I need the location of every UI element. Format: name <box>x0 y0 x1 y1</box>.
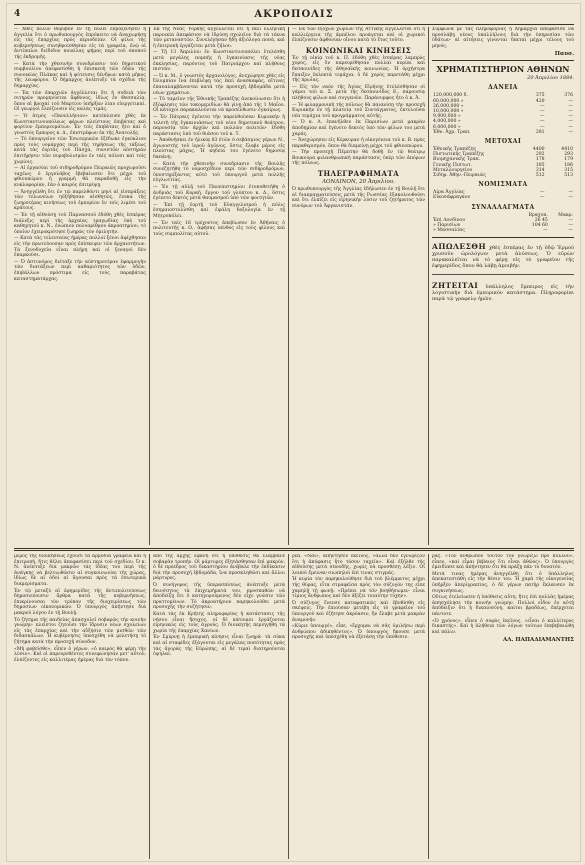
price-sell: 293 <box>564 152 573 158</box>
feuilleton-paragraph: «Κύριε ὑπουργέ», εἶπε, «ἔρχομαι νὰ σᾶς ὁμιλήσω περὶ ἀνθρώπου ἀδικηθέντος». Ὁ ὑπουργὸς ἤκουσε μετὰ προσοχῆς καὶ ὑπεσχέθη νὰ ἐξετάσῃ τὴν ὑπόθεσιν. <box>292 624 425 641</box>
price-buy: 281 <box>535 129 545 135</box>
price-sell: 315 <box>564 167 573 173</box>
stock-exchange-date: 20 Ἀπριλίου 1884. <box>527 75 574 82</box>
feuilleton-paragraph: Ἐν Σμύρνῃ ἡ ἐμπορικὴ κίνησις εἶναι ζωηρά· τὰ σῦκα καὶ αἱ σταφίδες ἐξάγονται εἰς μεγάλας ποσότητας πρὸς τὰς ἀγορὰς τῆς Εὐρώπης, αἱ δὲ τιμαὶ διατηροῦνται ὑψηλαί. <box>153 635 285 658</box>
row-label: 60,000,000 » <box>433 98 464 104</box>
news-paragraph: — Τῇ 13 Ἀπριλίου ἐν Κωνσταντινουπόλει ἐτελέσθη μετὰ μεγάλης πομπῆς ἡ ἐγκαινίασις τῆς νέας ἐκκλησίας, παρόντος τοῦ Πατριάρχου καὶ πλήθους πιστῶν. <box>153 50 285 73</box>
coins-table <box>432 190 574 200</box>
exchange-header-short: Βραχυπ. <box>528 212 548 218</box>
row-label: 9,000,000 » <box>433 114 461 120</box>
row-label: Ἐθνικῆς Τραπέζης <box>433 147 477 152</box>
feuilleton-paragraph: ρέα. «Ναί», ἀπήντησεν ἐκεῖνος, «ἀλλὰ δὲν ἐγνώριζον ὅτι ἡ ἀπόφασις ἦτο τόσον ταχεῖα». Καὶ ἐξῆλθε τῆς αἰθούσης μετὰ σπουδῆς, χωρὶς νὰ προσθέσῃ λέξιν. Οἱ λοιποὶ ἔμειναν σιωπηλοὶ ἐπί τινας στιγμάς. <box>292 554 425 576</box>
row-label: » Παρισίων <box>433 223 461 229</box>
price-buy: 512 <box>535 173 545 179</box>
loans-table <box>432 93 574 135</box>
social-paragraph: — Ἀνεχώρησεν εἰς Κέρκυραν ἡ οἰκογένεια τοῦ κ. Β. πρὸς παραθερισμόν, ὅπου θὰ διαμείνῃ μέχρι τοῦ φθινοπώρου. <box>292 138 425 149</box>
feuilleton-paragraph: Ὁ σύζυγος ἔνευσε καταφατικῶς καὶ ἐβυθίσθη εἰς σκέψεις. Τὴν ἐπιοῦσαν μετέβη εἰς τὸ γραφεῖον τοῦ ὑπουργοῦ καὶ ἐζήτησε ἀκρόασιν, ἣν ἔλαβε μετὰ μακρὰν ἀναμονήν. <box>292 600 425 623</box>
news-paragraph: — Ἀποθνήσκει ἐν ἡλικίᾳ 83 ἐτῶν ὁ σεβάσμιος γέρων Ν., ἀγωνιστὴς τοῦ ἱεροῦ ἀγῶνος, ὅστις ἔλαβε μέρος εἰς πλείστας μάχας. Ἡ κηδεία του ἐγένετο δημοσίᾳ δαπάνῃ. <box>153 138 285 161</box>
stock-exchange-box <box>432 60 574 238</box>
feuilleton-paragraph: Ἡ κυρία τὸν παρηκολούθησε διὰ τοῦ βλέμματος μέχρι τῆς θύρας, εἶτα στραφεῖσα πρὸς τὸν σύζυγόν της εἶπε χαμηλῇ τῇ φωνῇ: «Πρέπει νὰ τὸν βοηθήσωμεν· εἶναι τίμιος ἄνθρωπος καὶ δὲν ἀξίζει τοιαύτην τύχην». <box>292 577 425 600</box>
column-divider <box>428 27 429 545</box>
price-buy: 104 60 <box>531 223 548 229</box>
exchange-header-long: Μακρ. <box>558 212 573 218</box>
news-paragraph: — Κατὰ τὴν χθεσινὴν συνεδρίασιν τῆς Βουλῆς συνεζητήθη τὸ νομοσχέδιον περὶ τῶν σιδηροδρόμων, ὑποστηρίξαντος αὐτὸ τοῦ ὑπουργοῦ μετὰ πολλῆς εὐγλωττίας. <box>153 161 285 184</box>
news-paragraph: — Ὁ ἀτμὸς «Πανελλήνιον» κατέπλευσε χθὲς ἐκ Κωνσταντινουπόλεως φέρων πλείστους ἐπιβάτας καὶ φορτίον ἐμπορευμάτων. Ἐν τοῖς ἐπιβάταις ἦτο καὶ ὁ γνωστὸς ἔμπορος κ. Δ., ἐπιστρέφων ἐκ τῆς Ἀνατολῆς. <box>14 113 146 136</box>
table-row <box>432 130 574 135</box>
row-label: Σιδηρ. Ἀθην.-Πειραιῶς <box>433 173 486 179</box>
feuilleton-paragraph: ἀπὸ τῆς ἀρχῆς ἐφάνη ὅτι ἡ ὑπόθεσις θὰ ἐλάμβανε σοβαρὰν τροπήν. Οἱ μάρτυρες ἐξητάσθησαν ἐπὶ μακρόν, ὁ δὲ πρόεδρος τοῦ δικαστηρίου ἀνέβαλε τὴν ἐκδίκασιν διὰ τὴν προσεχῆ ἑβδομάδα, ἵνα προσκληθῶσι καὶ ἄλλοι μάρτυρες. <box>153 554 285 582</box>
price-buy: — <box>540 103 545 109</box>
page-header <box>14 9 574 23</box>
feuilleton-paragraph: ρας. «Τὸν ἄνθρωπον τοῦτον τὸν γνωρίζω πρὸ πολλοῦ», εἶπεν, «καὶ εἶμαι βέβαιος ὅτι εἶναι ἀθῶος». Ὁ ὑπουργὸς ἐμειδίασε καὶ ἀπήντησεν ὅτι θὰ πράξῃ πᾶν τὸ δυνατόν. <box>432 554 574 571</box>
price-buy: 314 <box>535 167 545 173</box>
news-paragraph: Ἐκ τῆς Νέας Ὑόρκης ἀγγέλλεται ὅτι ἡ ἐκεῖ ἑλληνικὴ παροικία ἀπεφάσισε νὰ ἱδρύσῃ σχολεῖον διὰ τὰ τέκνα τῶν μεταναστῶν. Συνελέγησαν ἤδη ἀξιόλογα ποσά, καὶ ἡ ἐπιτροπὴ ἐργάζεται μετὰ ζήλου. <box>153 27 285 49</box>
news-paragraph: — Ἐν Πάτραις ἐγένετο τὴν παρελθοῦσαν Κυριακὴν ἡ τελετὴ τῆς ἐγκαινιάσεως τοῦ νέου δημοτικοῦ θεάτρου, παρουσίᾳ τῶν ἀρχῶν καὶ πολλῶν πολιτῶν· ἐδόθη παράστασις ὑπὸ τοῦ θιάσου τοῦ κ. Τ. <box>153 114 285 137</box>
loans-heading: ΔΑΝΕΙΑ <box>488 84 518 92</box>
price-buy: 375 <box>535 93 545 99</box>
news-paragraph: — Ἐπὶ τῇ ἑορτῇ τοῦ Εὐαγγελισμοῦ ἡ πόλις ἐσημαιοστολίσθη καὶ ἐψάλη δοξολογία ἐν τῇ Μητροπόλει. <box>153 202 285 219</box>
price-sell: — <box>568 228 573 234</box>
feuilleton-paragraph: Κατὰ τὰς ἐκ Κρήτης πληροφορίας ἡ κατάστασις τῆς νήσου εἶναι ἥσυχος, οἱ δὲ κάτοικοι ἐργάζονται εἰρηνικῶς εἰς τοὺς ἀγρούς. Ὁ διοικητὴς περιηγήθη τὰ χωρία τῆς ἐπαρχίας Χανίων. <box>153 611 285 634</box>
price-sell: — <box>568 190 573 196</box>
price-buy: — <box>540 114 545 120</box>
feuilleton-paragraph: «Μὴ φοβεῖσθε», εἶπεν ὁ γέρων, «ὁ καιρὸς θὰ φέρῃ τὴν λύσιν». Καὶ οἱ παρευρεθέντες συνεφώνησαν μετ' αὐτοῦ, ἐλπίζοντες εἰς καλλιτέρας ἡμέρας διὰ τὸν τόπον. <box>14 646 146 663</box>
feuilleton-rule <box>14 550 574 551</box>
news-paragraph: — Ὁ κ. Μ., ὁ γνωστὸς ἀρχαιολόγος, ἀνεχώρησε χθὲς εἰς Ὀλυμπίαν ἵνα ἐπιβλέψῃ τὰς ἐκεῖ ἀνασκαφάς, αἵτινες ἐπαναλαμβάνονται κατὰ τὴν προσεχῆ ἑβδομάδα μετὰ νέων χρημάτων. <box>153 73 285 96</box>
price-buy: — <box>540 108 545 114</box>
feuilleton-paragraph: Οὕτως ἐτελείωσεν ἡ ὑπόθεσις αὕτη, ἥτις ἐπὶ πολλὰς ἡμέρας ἀπησχόλησε τὴν κοινὴν γνώμην. Πολλοὶ εἶδον ἐν αὐτῇ ἀπόδειξιν ὅτι ἡ δικαιοσύνη, καίτοι βραδέως, ἐπέρχεται πάντοτε. <box>432 595 574 617</box>
news-paragraph: — Κατὰ τὰς τελευταίας ἡμέρας πολλοὶ ξένοι ἀφίχθησαν εἰς τὴν πρωτεύουσαν πρὸς ἐπίσκεψιν τῶν ἀρχαιοτήτων. Τὰ ξενοδοχεῖα εἶναι πλήρη καὶ οἱ ξεναγοὶ δὲν ἐπαρκοῦσι. <box>14 236 146 259</box>
section-heading-social: ΚΟΙΝΩΝΙΚΑΙ ΚΙΝΗΣΕΙΣ <box>305 45 412 55</box>
telegram-paragraph: Ὁ πρωθυπουργὸς τῆς Ἀγγλίας ἐδήλωσεν ἐν τῇ Βουλῇ ὅτι αἱ διαπραγματεύσεις μετὰ τῆς Ρωσσίας ἐξακολουθοῦσι καὶ ὅτι ἐλπίζει εἰς εἰρηνικὴν λύσιν τοῦ ζητήματος τῶν συνόρων τοῦ Ἀφγανιστάν. <box>292 187 425 209</box>
shares-table <box>432 147 574 178</box>
price-sell: — <box>568 223 573 229</box>
row-label: Γενικῆς Πιστωτ. <box>433 162 473 168</box>
feuilleton-column-4 <box>432 554 574 859</box>
news-paragraph: — Ἀνηγγέλθη ὅτι ἐν τῷ παρελθόντι μηνὶ αἱ εἰσπράξεις τῶν τελωνείων ηὐξήθησαν αἰσθητῶς, ἕνεκα τῆς ζωηροτέρας κινήσεως τοῦ ἐμπορίου ἐν τοῖς λιμέσι τοῦ κράτους. <box>14 189 146 212</box>
feuilleton-paragraph: Ἐν τῷ μεταξὺ αἱ ἐφημερίδες τῆς ἀντιπολιτεύσεως δημοσιεύουσιν ἄρθρα κατὰ τῆς κυβερνήσεως, ἐπικρίνουσαι τὸν τρόπον τῆς διαχειρίσεως τῶν δημοσίων οἰκονομικῶν. Ὁ ὑπουργὸς ἀπήντησε διὰ μακροῦ λόγου ἐν τῇ Βουλῇ. <box>14 588 146 616</box>
column-3 <box>292 27 425 545</box>
exchange-table <box>432 213 574 234</box>
news-paragraph: — Ἐκ τῶν ἐπαρχιῶν ἀγγέλλεται ὅτι ἡ σοδειὰ τῶν σιτηρῶν προμηνύεται ἄφθονος, ἰδίως ἐν Θεσσαλίᾳ, ὅπου αἱ βροχαὶ τοῦ Μαρτίου ὑπῆρξαν λίαν εὐεργετικαί. Οἱ γεωργοὶ ἐλπίζουσιν εἰς καλὰς τιμάς. <box>14 90 146 113</box>
news-paragraph: — Χθὲς πολὺν θόρυβον ἐν τῇ πόλει ἐπροξένησεν ἡ ἀγγελία ὅτι ὁ πρωθυπουργὸς ἐπρόκειτο νὰ ἀναχωρήσῃ εἰς τὰς ἐπαρχίας πρὸς περιοδείαν. Οἱ φίλοι τῆς κυβερνήσεως συνηθροίσθησαν εἰς τὰ γραφεῖα, ἐνῷ οἱ ἀντίπαλοι διέδιδον ποικίλας φήμας περὶ τοῦ σκοποῦ τῆς ἐκδρομῆς. <box>14 27 146 60</box>
price-buy: 4400 <box>532 147 545 152</box>
column-divider <box>288 554 289 859</box>
newspaper-page <box>6 3 581 862</box>
price-buy: 178 <box>535 157 545 163</box>
price-sell: 513 <box>564 173 573 179</box>
price-sell: — <box>568 114 573 120</box>
news-paragraph: — Αἱ ἐργασίαι τοῦ σιδηροδρόμου Πειραιῶς προχωροῦσι ταχέως· ὁ ἐργολάβος ἐβεβαίωσεν ὅτι μέχρι τοῦ φθινοπώρου ἡ γραμμὴ θὰ παραδοθῇ εἰς τὴν κυκλοφορίαν, ἐὰν ὁ καιρὸς ἐπιτρέψῃ. <box>14 166 146 189</box>
ad-title-lost: ΑΠΩΛΕΣΘΗ <box>432 242 487 252</box>
feuilleton-paragraph: Ὁ συνήγορος τῆς ὑπερασπίσεως ἀνέπτυξε μετὰ δεινότητος τὰ ἐπιχειρήματά του, προσπαθῶν νὰ ἀποδείξῃ ὅτι ὁ κατηγορούμενος δὲν εἶχε γνῶσιν τῶν πραττομένων. Τὸ ἀκροατήριον παρηκολούθει μετὰ προσοχῆς τὴν συζήτησιν. <box>153 582 285 611</box>
ad-text-wanted: ὑπάλληλος ἔμπειρος εἰς τὴν λογιστικὴν διὰ ἐμπορικὸν κατάστημα. Πληροφορίαι παρὰ τῷ γραφείῳ ἡμῶν. <box>432 284 574 303</box>
price-buy: 26 45 <box>534 217 548 223</box>
price-buy: 292 <box>535 152 545 158</box>
news-paragraph: — Ἐν τῇ αὐλῇ τοῦ Πανεπιστημίου ἐτοποθετήθη ὁ ἀνδριὰς τοῦ Κοραῆ, ἔργον τοῦ γλύπτου κ. Δ., ὅστις ἐγένετο δεκτὸς μετὰ θαυμασμοῦ ὑπὸ τῶν φοιτητῶν. <box>153 185 285 202</box>
price-sell: — <box>568 124 573 130</box>
coins-heading: ΝΟΜΙΣΜΑΤΑ <box>478 181 528 189</box>
notice-signature: Παυσ. <box>554 51 574 58</box>
column-divider <box>149 27 150 545</box>
feuilleton-rule <box>14 548 574 549</box>
column-divider <box>288 27 289 545</box>
table-row <box>432 173 574 178</box>
ad-title-wanted: ΖΗΤΕΙΤΑΙ <box>432 281 479 291</box>
price-buy: — <box>543 228 548 234</box>
row-label: 4,000,000 » <box>433 119 461 125</box>
column-1 <box>14 27 146 545</box>
price-sell: 186 <box>564 162 573 168</box>
row-label: Εἰκοσάφραγκον <box>433 195 471 201</box>
ad-text-lost: χθὲς ἑσπέρας ἐν τῇ ὁδῷ Ἑρμοῦ χρυσοῦν ὡρολόγιον μετὰ ἁλύσεως. Ὁ εὑρὼν παρακαλεῖται νὰ τὸ φέρῃ εἰς τὸ γραφεῖον τῆς ἐφημερίδος ὅπου θὰ λάβῃ ἀμοιβήν. <box>432 245 574 270</box>
notice-text: Σύμφωνα μὲ τὰς πληροφορίας ἡ Δημαρχία ἀπεφάσισε νὰ προσλάβῃ νέους ὑπαλλήλους διὰ τὴν ὑπηρεσίαν τῶν ὑδάτων· αἱ αἰτήσεις γίνονται δεκταὶ μέχρι τέλους τοῦ μηνός. <box>432 27 574 49</box>
column-4 <box>432 27 574 545</box>
news-paragraph: — Ὁ ἀστυνόμος διέταξε τὴν αὐστηροτέραν ἐφαρμογὴν τῶν διατάξεων περὶ καθαριότητος τῶν ὁδῶν, ἐπιβάλλων πρόστιμα εἰς τοὺς παραβάτας καταστηματάρχας. <box>14 259 146 282</box>
column-divider <box>149 554 150 859</box>
row-label: 120,000,000 δ. <box>433 93 468 99</box>
table-row <box>432 195 574 200</box>
row-label: Ἐθν. Ἀχρ. Τραπ. <box>433 129 471 135</box>
social-paragraph: — Ἡ φιλαρμονικὴ τῆς πόλεως θὰ παιανίσῃ τὴν προσεχῆ Κυριακὴν ἐν τῇ πλατείᾳ τοῦ Συντάγματος, ἐκτελοῦσα νέα τεμάχια τοῦ προγράμματος αὐτῆς. <box>292 102 425 119</box>
row-label: 6,000,000 » <box>433 124 461 130</box>
newspaper-title: ΑΚΡΟΠΟΛΙΣ <box>254 9 334 20</box>
price-sell: 179 <box>564 157 573 163</box>
feuilleton-paragraph: Τὸ ζήτημα τῆς παιδείας ἀπασχολεῖ σοβαρῶς τὴν κοινὴν γνώμην· πλεῖστοι ζητοῦσι τὴν ἵδρυσιν νέων σχολείων εἰς τὰς ἐπαρχίας καὶ τὴν αὔξησιν τῶν μισθῶν τῶν διδασκάλων. Ἡ κυβέρνησις ὑπεσχέθη νὰ μελετήσῃ τὸ ζήτημα κατὰ τὴν προσεχῆ σύνοδον. <box>14 617 146 645</box>
price-sell: 376 <box>564 93 573 99</box>
feuilleton-paragraph: Μετά τινας ἡμέρας ἀνηγγέλθη ὅτι ὁ ὑπάλληλος ἀπεκατεστάθη εἰς τὴν θέσιν του. Ἡ χαρὰ τῆς οἰκογενείας ὑπῆρξεν ἀπερίγραπτος, ὁ δὲ γέρων πατὴρ ἔκλαυσεν ἐκ συγκινήσεως. <box>432 571 574 594</box>
price-buy: 420 <box>535 98 545 104</box>
news-paragraph: — Ἐν τῇ αἰθούσῃ τοῦ Παρνασσοῦ ἐδόθη χθὲς ἑσπέρας διάλεξις περὶ τῆς ἀρχαίας τραγῳδίας ὑπὸ τοῦ καθηγητοῦ κ. Ν., ἐνώπιον πολυαρίθμου ἀκροατηρίου, τὸ ὁποῖον ἐχειροκρότησε ζωηρῶς τὸν ὁμιλητήν. <box>14 213 146 235</box>
feuilleton-column-1 <box>14 554 146 859</box>
price-buy: 185 <box>535 162 545 168</box>
news-paragraph: — Τὸ ταμεῖον τῆς Ἐθνικῆς Τραπέζης ἀνεκοίνωσεν ὅτι ἡ ἐξόφλησις τῶν τοκομεριδίων θὰ γίνῃ ἀπὸ τῆς 1 Μαΐου. Οἱ κάτοχοι παρακαλοῦνται νὰ προσέλθωσιν ἐγκαίρως. <box>153 97 285 114</box>
row-label: Μεταλλουργείου <box>433 167 473 173</box>
price-sell: — <box>568 119 573 125</box>
row-label: Ἐπὶ Λονδίνου <box>433 217 465 223</box>
price-sell: — <box>568 129 573 135</box>
price-buy: — <box>540 190 545 196</box>
price-sell: — <box>568 108 573 114</box>
price-sell: 4410 <box>561 147 573 152</box>
news-paragraph: — Ἐκ τῶν ἐξόχων χωρίων τῆς Ἀττικῆς ἀγγέλλεται ὅτι ἡ καλλιέργεια τῆς ἀμπέλου προάγεται καὶ οἱ χωρικοὶ ἐλπίζουσιν ἀφθονίαν οἴνου κατὰ τὸ ἔτος τοῦτο. <box>292 27 425 44</box>
classified-ad <box>432 244 574 269</box>
price-buy: — <box>540 119 545 125</box>
feuilleton-paragraph: «Ὁ χρόνος», εἶπεν ὁ σοφὸς ἐκεῖνος, «εἶναι ὁ καλλίτερος δικαστής». Καὶ ἡ ἀλήθεια τῶν λόγων τούτων ἐπεβεβαιώθη καὶ πάλιν. <box>432 618 574 635</box>
section-heading-telegrams: ΤΗΛΕΓΡΑΦΗΜΑΤΑ <box>317 169 400 179</box>
column-2 <box>153 27 285 545</box>
stock-exchange-title: ΧΡΗΜΑΤΙΣΤΗΡΙΟΝ ΑΘΗΝΩΝ <box>436 64 570 75</box>
news-paragraph: — Ἐν ταῖς 16 τρέχοντος ἀπεβίωσεν ἐν Ἀθήναις ὁ πολιτευτὴς κ. Ο., ἀφήσας πένθος εἰς τοὺς φίλους καὶ τοὺς συμπολίτας αὐτοῦ. <box>153 220 285 237</box>
row-label: Πιστωτικῆς Τραπέζης <box>433 152 485 158</box>
classified-ad <box>432 274 574 302</box>
row-label: 26,000,000 » <box>433 103 464 109</box>
feuilleton-column-3 <box>292 554 425 859</box>
price-buy: — <box>540 124 545 130</box>
feuilleton-paragraph: μὲρος τῆς διοικήσεως ἔχουσι τὰ ἀρμόδια γραφεῖα καὶ ἡ ἐπιτροπή, ἥτις θέλει ἀποφασίσει περὶ τοῦ σχεδίου. Ὁ κ. Ν. ἀνέπτυξε διὰ μακρῶν τὰς ἰδέας του περὶ τῆς ἀνάγκης νὰ βελτιωθῶσιν αἱ συγκοινωνίαι τῆς χώρας, ἰδίως δὲ αἱ ὁδοὶ αἱ ἄγουσαι πρὸς τὰ ἐσωτερικὰ διαμερίσματα. <box>14 554 146 587</box>
telegram-dateline: ΛΟΝΔΙΝΟΝ, 20 Ἀπριλίου. <box>322 179 395 186</box>
row-label: 10,000,000 » <box>433 108 464 114</box>
social-paragraph: — Ὁ κ. Λ. ἐπανῆλθεν ἐκ Παρισίων μετὰ μακρὰν ἀποδημίαν καὶ ἐγένετο δεκτὸς ὑπὸ τῶν φίλων του μετὰ χαρᾶς. <box>292 120 425 137</box>
price-sell: — <box>568 217 573 223</box>
price-sell: — <box>568 103 573 109</box>
row-label: Λίρα Ἀγγλίας <box>433 190 465 196</box>
header-rule <box>14 24 574 25</box>
page-number: 4 <box>14 9 21 19</box>
feuilleton-column-2 <box>153 554 285 859</box>
social-paragraph: Ἐν τῇ οἰκίᾳ τοῦ κ. Π. ἐδόθη χθὲς ἑσπέρας λαμπρὸς χορός, εἰς ὃν παρευρέθησαν πολλαὶ κυρίαι καὶ δεσποινίδες τῆς ἀθηναϊκῆς κοινωνίας. Ἡ ὀρχήστρα ἔπαιξεν ἐκλεκτὰ τεμάχια, ὁ δὲ χορὸς παρετάθη μέχρι τῆς πρωΐας. <box>292 55 425 84</box>
price-sell: — <box>568 195 573 201</box>
row-label: » Μασσαλίας <box>433 228 465 234</box>
social-paragraph: — Τὴν προσεχῆ Πέμπτην θὰ δοθῇ ἐν τῷ θεάτρῳ Βουκούρα φιλανθρωπικὴ παράστασις ὑπὲρ τῶν ἀπόρων τῆς πόλεως. <box>292 150 425 167</box>
row-label: Βιομηχανικῆς Τραπ. <box>433 157 481 163</box>
social-paragraph: — Εἰς τὸν ναὸν τῆς Ἁγίας Εἰρήνης ἐτελέσθησαν οἱ γάμοι τοῦ κ. Σ. μετὰ τῆς δεσποινίδος Ε., παρουσίᾳ πλήθους φίλων καὶ συγγενῶν. Παράνυμφος ἦτο ὁ κ. Ἀ. <box>292 84 425 101</box>
author-signature: ΑΛ. ΠΑΠΑΔΙΑΜΑΝΤΗΣ <box>503 637 574 644</box>
shares-heading: ΜΕΤΟΧΑΙ <box>484 138 522 145</box>
price-sell: — <box>568 98 573 104</box>
exchange-heading: ΣΥΝΑΛΛΑΓΜΑΤΑ <box>471 203 535 211</box>
price-buy: — <box>540 195 545 201</box>
news-paragraph: — Κατὰ τὴν χθεσινὴν συνεδρίασιν τοῦ δημοτικοῦ συμβουλίου ἀπεφασίσθη ἡ ἐπισκευὴ τῶν ὁδῶν τῆς συνοικίας Πλάκας καὶ ἡ φύτευσις δένδρων κατὰ μῆκος τῆς λεωφόρου. Ὁ δήμαρχος ἀνέπτυξε τὰ σχέδια τῆς δημαρχίας. <box>14 61 146 89</box>
column-divider <box>428 554 429 859</box>
news-paragraph: — Τὸ ὑπουργεῖον τῶν Ἐσωτερικῶν ἐξέδωκε ἐγκύκλιον πρὸς τοὺς νομάρχας περὶ τῆς τηρήσεως τῆς τάξεως κατὰ τὰς ἑορτὰς τοῦ Πάσχα, συνιστῶν αὐστηρὰν ἐπιτήρησιν τῶν πυροβολισμῶν ἐν ταῖς πόλεσι καὶ τοῖς χωρίοις. <box>14 137 146 165</box>
